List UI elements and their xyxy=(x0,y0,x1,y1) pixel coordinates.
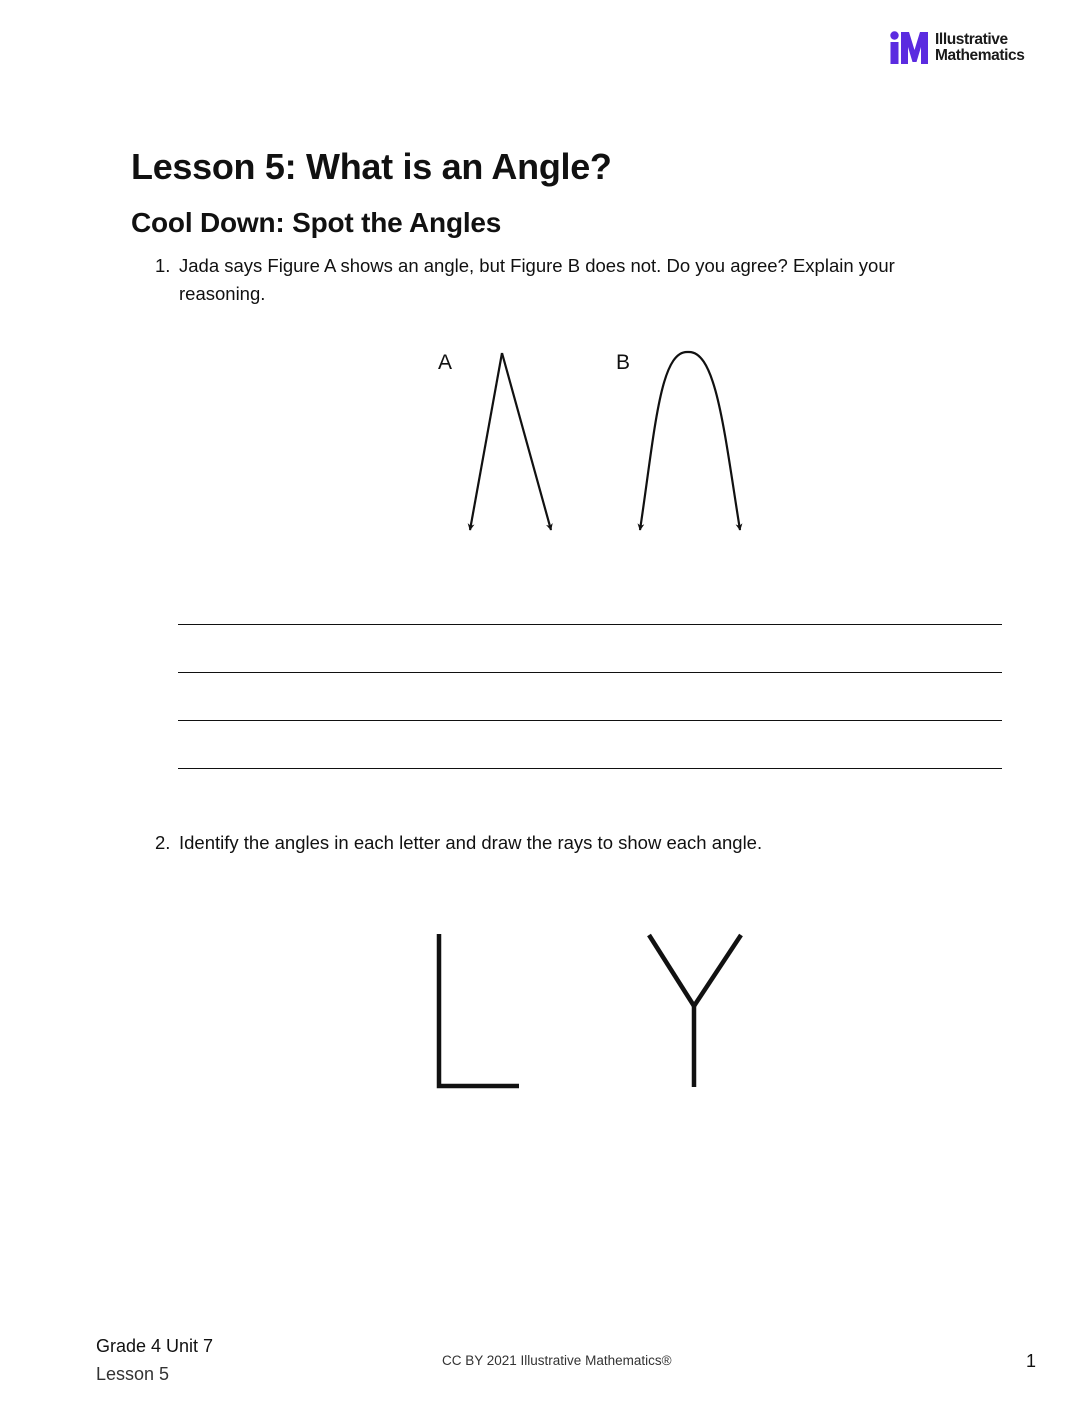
answer-line-1[interactable] xyxy=(178,624,1002,625)
figure-a-ray-left xyxy=(470,353,502,530)
logo-line-1: Illustrative xyxy=(935,31,1008,48)
logo-line-2: Mathematics xyxy=(935,47,1025,64)
footer-grade-unit: Grade 4 Unit 7 xyxy=(96,1336,214,1356)
figure-a-label: A xyxy=(438,351,453,374)
figure-a-angle xyxy=(470,353,551,530)
footer-lesson: Lesson 5 xyxy=(96,1364,170,1384)
question-number: 2. xyxy=(155,832,171,853)
letter-y-right-arm xyxy=(694,935,741,1006)
answer-line-4[interactable] xyxy=(178,768,1002,769)
footer-copyright: CC BY 2021 Illustrative Mathematics® xyxy=(442,1353,672,1368)
letter-y-left-arm xyxy=(649,935,694,1006)
question-number: 1. xyxy=(155,255,171,276)
letter-y xyxy=(649,935,741,1087)
letter-l xyxy=(439,934,519,1086)
figure-a-ray-right xyxy=(502,353,551,530)
answer-line-3[interactable] xyxy=(178,720,1002,721)
figure-b-curve xyxy=(640,352,740,530)
page-number: 1 xyxy=(1026,1351,1037,1371)
answer-line-2[interactable] xyxy=(178,672,1002,673)
figure-b-label: B xyxy=(616,351,631,374)
question-2 xyxy=(155,829,975,857)
question-text: Jada says Figure A shows an angle, but Figure B does not. Do you agree? Explain your reasoning. xyxy=(179,255,895,304)
lesson-title: Lesson 5: What is an Angle? xyxy=(131,146,612,187)
section-title: Cool Down: Spot the Angles xyxy=(131,207,502,238)
question-text: Identify the angles in each letter and draw the rays to show each angle. xyxy=(179,832,763,853)
